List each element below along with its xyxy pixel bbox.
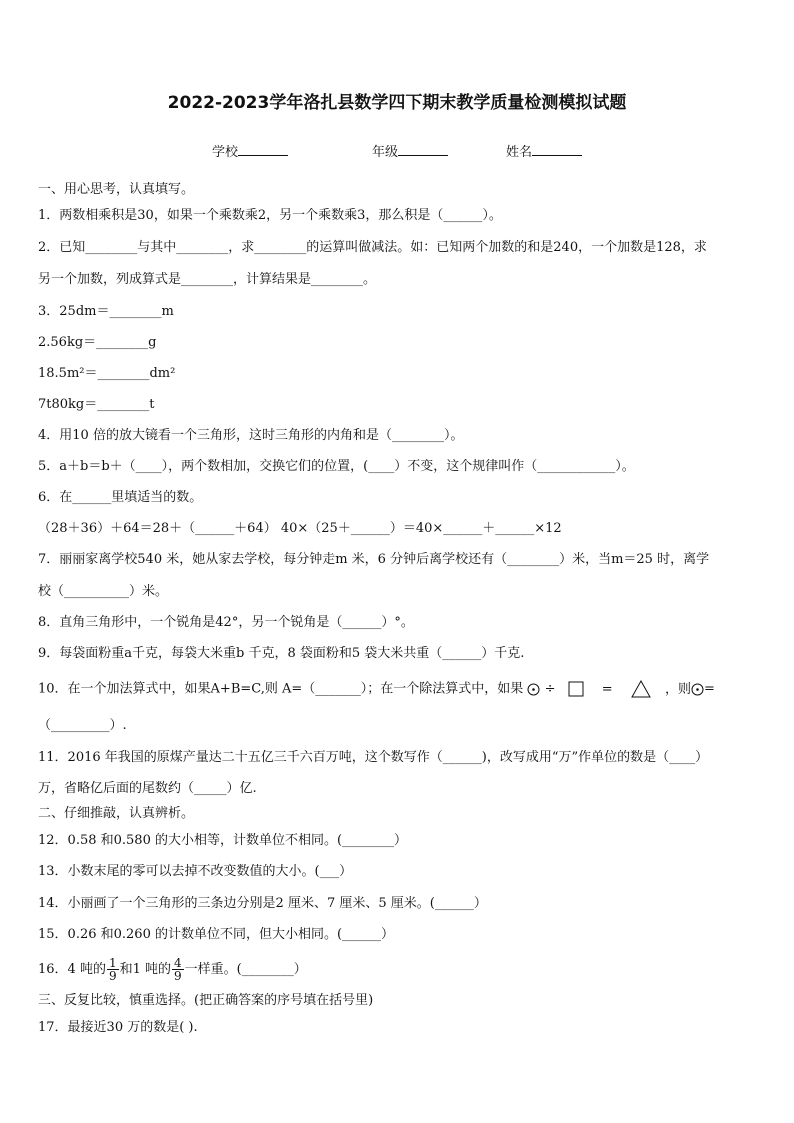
question-10-text-1: 10．在一个加法算式中，如果A+B=C,则 A=（_______）；在一个除法算式中，如果	[38, 681, 524, 697]
question-14: 14．小丽画了一个三角形的三条边分别是2 厘米、7 厘米、5 厘米。(______）	[38, 896, 487, 911]
name-label: 姓名	[506, 145, 533, 160]
grade-blank[interactable]	[398, 143, 448, 156]
question-9: 9．每袋面粉重a千克，每袋大米重b 千克，8 袋面粉和5 袋大米共重（______）千克.	[38, 646, 525, 661]
question-3-d: 7t80kg＝________t	[38, 397, 155, 412]
question-11-line-2: 万，省略亿后面的尾数约（_____）亿.	[38, 781, 257, 796]
name-blank[interactable]	[532, 143, 582, 156]
circle-dot-icon	[527, 683, 540, 696]
question-1: 1．两数相乘积是30，如果一个乘数乘2，另一个乘数乘3，那么积是（______）。	[38, 208, 502, 223]
question-16-text-2: 和1 吨的	[119, 962, 171, 977]
question-13: 13．小数末尾的零可以去掉不改变数值的大小。(___）	[38, 864, 353, 879]
equals-sign: =	[601, 681, 613, 697]
question-3-c: 18.5m²＝________dm²	[38, 366, 176, 381]
question-10-line-1	[38, 680, 715, 699]
question-2-line-2: 另一个加数，列成算式是________，计算结果是________。	[38, 272, 377, 287]
question-16	[38, 955, 307, 985]
section-1-heading: 一、用心思考，认真填写。	[38, 182, 195, 197]
question-12: 12．0.58 和0.580 的大小相等，计数单位不相同。(________）	[38, 833, 408, 848]
school-label: 学校	[212, 145, 239, 160]
grade-field	[372, 141, 448, 160]
school-blank[interactable]	[238, 143, 288, 156]
triangle-icon	[631, 680, 651, 698]
question-6-line-2: （28＋36）＋64＝28＋（______＋64） 40×（25＋______）＝40×______＋______×12	[38, 521, 562, 536]
question-3-a: 3．25dm＝________m	[38, 304, 174, 319]
fraction-4-9	[172, 957, 184, 982]
question-8: 8．直角三角形中，一个锐角是42°，另一个锐角是（______）°。	[38, 615, 414, 630]
fraction-denominator: 9	[174, 969, 182, 983]
equals-sign-2: =	[703, 681, 715, 697]
question-16-text-1: 16．4 吨的	[38, 962, 106, 977]
question-4: 4．用10 倍的放大镜看一个三角形，这时三角形的内角和是（________）。	[38, 428, 464, 443]
question-16-text-3: 一样重。(________）	[184, 962, 307, 977]
page-title: 2022-2023学年洛扎县数学四下期末教学质量检测模拟试题	[167, 93, 627, 113]
square-icon	[568, 681, 584, 697]
fraction-numerator: 1	[108, 956, 117, 970]
fraction-1-9	[107, 957, 119, 982]
grade-label: 年级	[372, 145, 399, 160]
question-15: 15．0.26 和0.260 的计数单位不同，但大小相同。(______）	[38, 927, 395, 942]
question-7-line-1: 7．丽丽家离学校540 米，她从家去学校，每分钟走m 米，6 分钟后离学校还有（________）米，当m＝25 时，离学	[38, 552, 710, 567]
fraction-numerator: 4	[174, 956, 182, 970]
divide-sign: ÷	[544, 681, 556, 697]
section-2-heading: 二、仔细推敲，认真辨析。	[38, 806, 195, 821]
fraction-denominator: 9	[108, 969, 117, 983]
question-11-line-1: 11．2016 年我国的原煤产量达二十五亿三千六百万吨，这个数写作（______)，改写成用“万”作单位的数是（____）	[38, 750, 709, 765]
school-field	[212, 141, 288, 160]
name-field	[506, 141, 582, 160]
question-5: 5．a＋b＝b＋（____），两个数相加，交换它们的位置，(____）不变，这个规律叫作（____________）。	[38, 459, 635, 474]
question-10-text-2: ，则	[664, 681, 691, 697]
section-3-heading: 三、反复比较，慎重选择。(把正确答案的序号填在括号里)	[38, 993, 374, 1008]
question-2-line-1: 2．已知________与其中________，求________的运算叫做减法。如：已知两个加数的和是240，一个加数是128，求	[38, 240, 707, 255]
question-17: 17．最接近30 万的数是( ).	[38, 1020, 198, 1035]
question-3-b: 2.56kg＝________g	[38, 335, 157, 350]
question-6-line-1: 6．在______里填适当的数。	[38, 490, 203, 505]
circle-dot-icon	[691, 683, 704, 696]
question-10-line-2: （_________）.	[38, 718, 127, 733]
question-7-line-2: 校（__________）米。	[38, 584, 169, 599]
